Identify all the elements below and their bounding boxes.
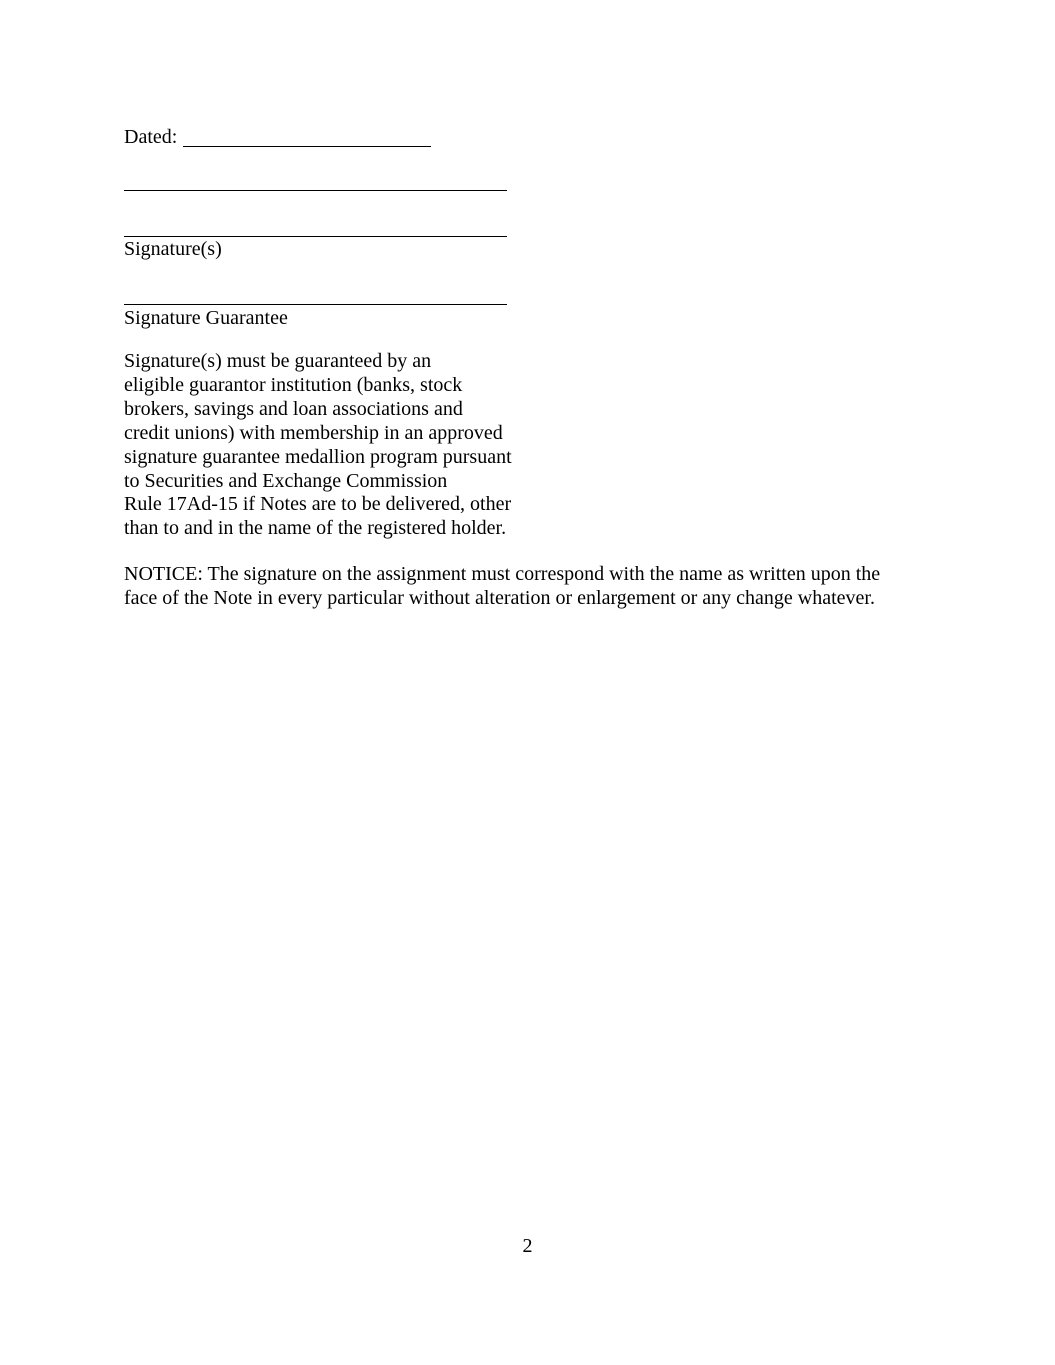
notice-paragraph <box>124 562 924 610</box>
signature-guarantee-line <box>124 304 507 305</box>
guarantee-line: Signature(s) must be guaranteed by an <box>124 350 432 372</box>
guarantee-line: credit unions) with membership in an approved <box>124 421 503 444</box>
guarantee-line: signature guarantee medallion program pursuant <box>124 445 512 468</box>
guarantee-line: Rule 17Ad-15 if Notes are to be delivered, other <box>124 493 512 516</box>
guarantee-line: eligible guarantor institution (banks, stock <box>124 373 463 396</box>
dated-blank-line <box>183 126 431 147</box>
dated-field <box>124 124 431 150</box>
notice-line: NOTICE: The signature on the assignment must correspond with the name as written upon the <box>124 563 881 585</box>
signature-guarantee-label: Signature Guarantee <box>124 307 288 329</box>
guarantee-line: than to and in the name of the registered holder. <box>124 517 507 540</box>
notice-line: face of the Note in every particular without alteration or enlargement or any change whatever. <box>124 587 875 609</box>
signatures-label: Signature(s) <box>124 238 222 260</box>
guarantee-line: brokers, savings and loan associations and <box>124 397 463 420</box>
guarantee-line: to Securities and Exchange Commission <box>124 469 448 492</box>
dated-label: Dated: <box>124 126 178 148</box>
guarantee-instructions <box>124 350 512 541</box>
page-number: 2 <box>522 1235 533 1257</box>
signature-line-1 <box>124 190 507 191</box>
